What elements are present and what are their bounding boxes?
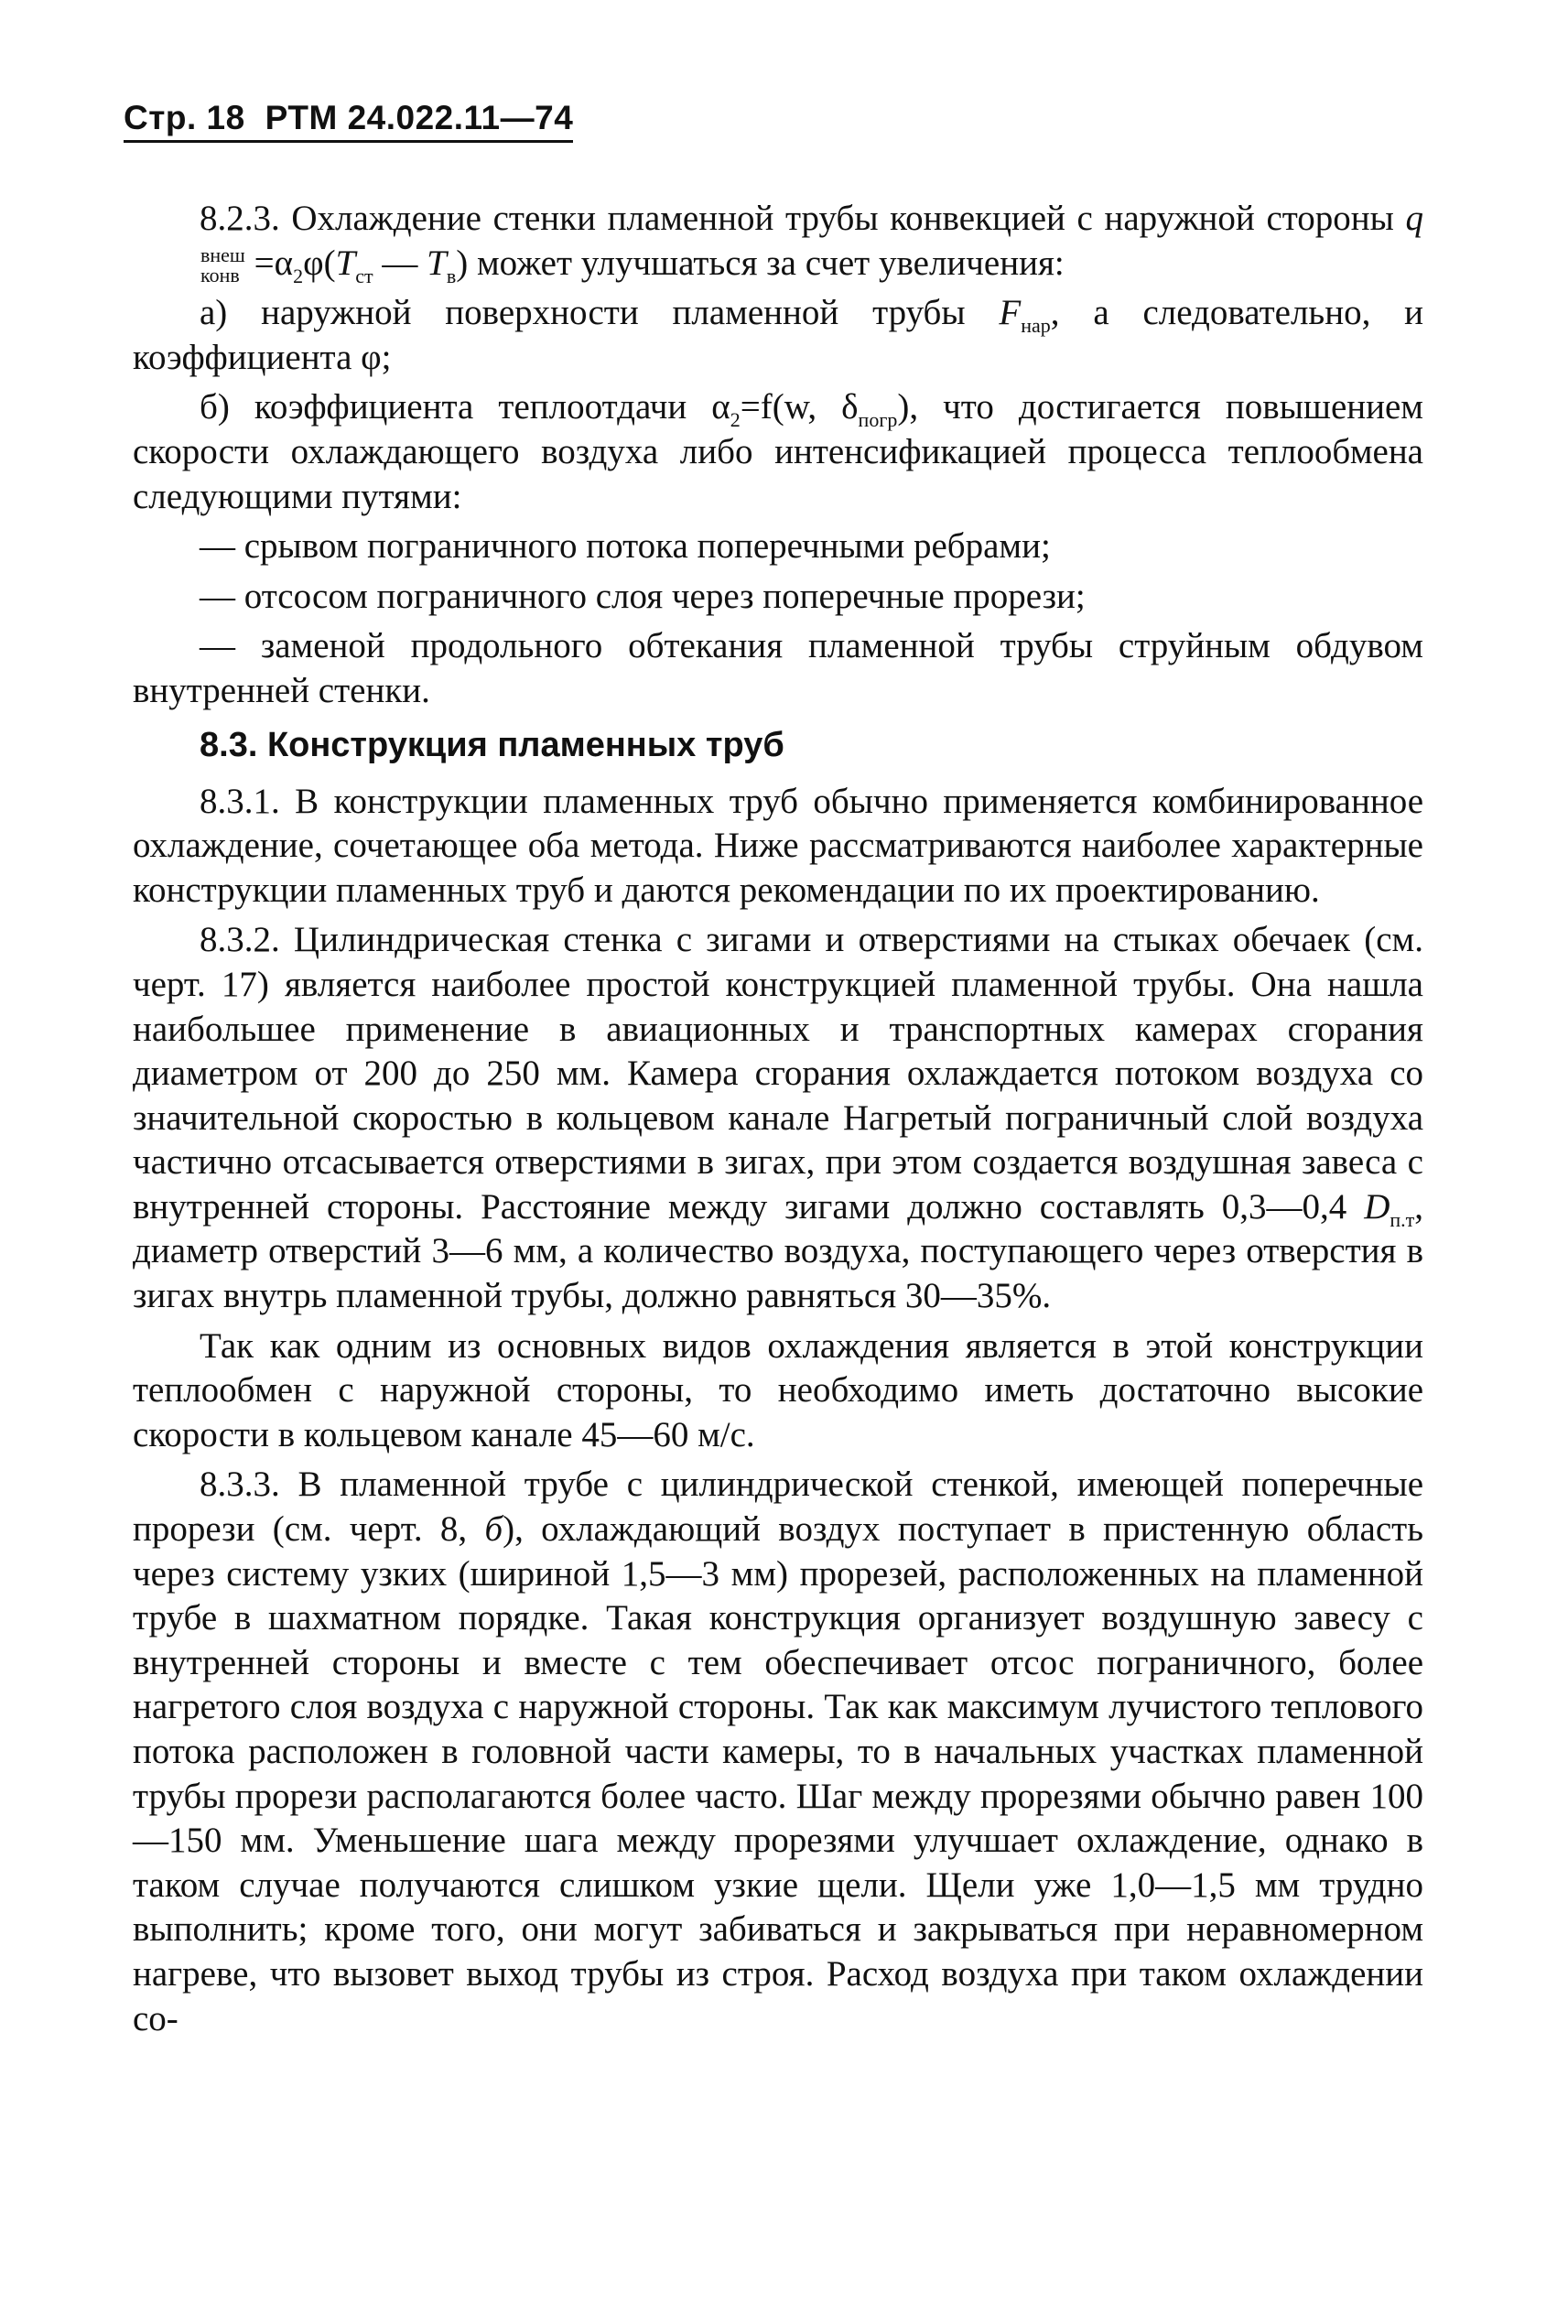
header-rule	[124, 140, 573, 143]
paragraph-8-3-1: 8.3.1. В конструкции пламенных труб обычно применяется комбинированное охлаждение, сочетающее оба метода. Ниже рассматриваются наиболее характерные конструкции пламенных труб и даются рекомендации по их проектированию.	[133, 781, 1423, 910]
list-item-a: а) наружной поверхности пламенной трубы $F_{нар}$, а следовательно, и коэффициента φ;	[133, 293, 1423, 377]
document-code: РТМ 24.022.11—74	[265, 99, 574, 136]
dash-item-1: — срывом пограничного потока поперечными ребрами;	[200, 526, 1051, 567]
page-header	[124, 99, 573, 137]
paragraph-8-3-2-continued: Так как одним из основных видов охлаждения является в этой конструкции теплообмен с наружной стороны, то необходимо иметь достаточно высокие скорости в кольцевом канале 45—60 м/с.	[133, 1325, 1423, 1454]
list-item-b: б) коэффициента теплоотдачи $\alpha_2=f(w$, $\delta_{погр}$), что достигается повышением скорости охлаждающего воздуха либо интенсификацией процесса теплообмена следующими путями:	[133, 387, 1423, 516]
paragraph-8-3-3: 8.3.3. В пламенной трубе с цилиндрической стенкой, имеющей поперечные прорези (см. черт. 8, б), охлаждающий воздух поступает в пристенную область через систему узких (шириной 1,5—3 мм) прорезей, расположенных на пламенной трубе в шахматном порядке. Такая конструкция организует воздушную завесу с внутренней стороны и вместе с тем обеспечивает отсос пограничного, более нагретого слоя воздуха с наружной стороны. Так как максимум лучистого теплового потока расположен в головной части камеры, то в начальных участках пламенной трубы прорези располагаются более часто. Шаг между прорезями обычно равен 100—150 мм. Уменьшение шага между прорезями улучшает охлаждение, однако в таком случае получаются слишком узкие щели. Щели уже 1,0—1,5 мм трудно выполнить; кроме того, они могут забиваться и закрываться при неравномерном нагреве, что вызовет выход трубы из строя. Расход воздуха при таком охлаждении со-	[133, 1465, 1423, 2038]
paragraph-8-3-2: 8.3.2. Цилиндрическая стенка с зигами и отверстиями на стыках обечаек (см. черт. 17) является наиболее простой конструкцией пламенной трубы. Она нашла наибольшее применение в авиационных и транспортных камерах сгорания диаметром от 200 до 250 мм. Камера сгорания охлаждается потоком воздуха со значительной скоростью в кольцевом канале Нагретый пограничный слой воздуха частично отсасывается отверстиями в зигах, при этом создается воздушная завеса с внутренней стороны. Расстояние между зигами должно составлять 0,3—0,4 $D_{п.т}$, диаметр отверстий 3—6 мм, а количество воздуха, поступающего через отверстия в зигах внутрь пламенной трубы, должно равняться 30—35%.	[133, 920, 1423, 1316]
page-number: Стр. 18	[124, 99, 245, 136]
body-text	[133, 197, 1423, 2047]
section-heading-8-3: 8.3. Конструкция пламенных труб	[200, 725, 784, 764]
q-indices: внеш конв	[200, 243, 245, 286]
dash-item-2: — отсосом пограничного слоя через поперечные прорези;	[200, 576, 1086, 616]
paragraph-8-2-3: 8.2.3. Охлаждение стенки пламенной трубы конвекцией с наружной стороны q внеш конв $=\alpha_2\varphi(T_{ст}$ — $T_в$) может улучшаться за счет увеличения:	[133, 197, 1423, 286]
dash-item-3: — заменой продольного обтекания пламенной трубы струйным обдувом внутренней стенки.	[133, 626, 1423, 710]
